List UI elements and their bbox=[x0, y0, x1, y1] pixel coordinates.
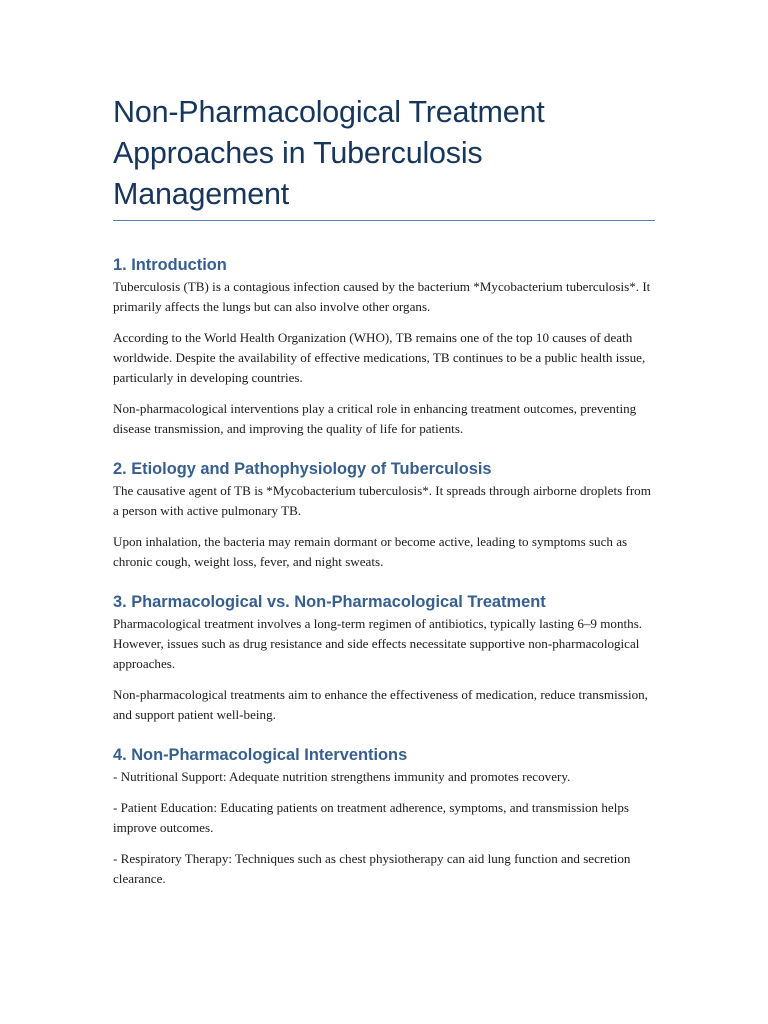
paragraph: Pharmacological treatment involves a long-term regimen of antibiotics, typically lasting 6–9 months. However, issues such as drug resistance and side effects necessitate supportive non-pharmacological approaches. bbox=[113, 616, 643, 671]
section-interventions bbox=[113, 744, 655, 889]
section-heading: 3. Pharmacological vs. Non-Pharmacological Treatment bbox=[113, 593, 546, 611]
paragraph: The causative agent of TB is *Mycobacterium tuberculosis*. It spreads through airborne droplets from a person with active pulmonary TB. bbox=[113, 483, 651, 518]
section-heading: 4. Non-Pharmacological Interventions bbox=[113, 746, 408, 764]
paragraph: Tuberculosis (TB) is a contagious infection caused by the bacterium *Mycobacterium tuberculosis*. It primarily affects the lungs but can also involve other organs. bbox=[113, 279, 651, 314]
document-title: Non-Pharmacological Treatment Approaches in Tuberculosis Management bbox=[113, 95, 545, 211]
section-heading: 2. Etiology and Pathophysiology of Tuberculosis bbox=[113, 460, 492, 478]
paragraph: Non-pharmacological treatments aim to enhance the effectiveness of medication, reduce transmission, and support patient well-being. bbox=[113, 687, 648, 722]
list-item: - Nutritional Support: Adequate nutrition strengthens immunity and promotes recovery. bbox=[113, 769, 571, 784]
paragraph: Upon inhalation, the bacteria may remain dormant or become active, leading to symptoms such as chronic cough, weight loss, fever, and night sweats. bbox=[113, 534, 628, 569]
document-page bbox=[113, 92, 655, 908]
list-item: - Patient Education: Educating patients on treatment adherence, symptoms, and transmission helps improve outcomes. bbox=[113, 800, 629, 835]
section-pharmacological-comparison bbox=[113, 591, 655, 725]
section-introduction bbox=[113, 254, 655, 439]
section-heading: 1. Introduction bbox=[113, 256, 227, 274]
section-etiology bbox=[113, 458, 655, 572]
list-item: - Respiratory Therapy: Techniques such as chest physiotherapy can aid lung function and secretion clearance. bbox=[113, 851, 631, 886]
paragraph: Non-pharmacological interventions play a critical role in enhancing treatment outcomes, preventing disease transmission, and improving the quality of life for patients. bbox=[113, 401, 637, 436]
paragraph: According to the World Health Organization (WHO), TB remains one of the top 10 causes of death worldwide. Despite the availability of effective medications, TB continues to be a public health issue, particularly in developing countries. bbox=[113, 330, 646, 385]
title-divider bbox=[113, 220, 655, 221]
